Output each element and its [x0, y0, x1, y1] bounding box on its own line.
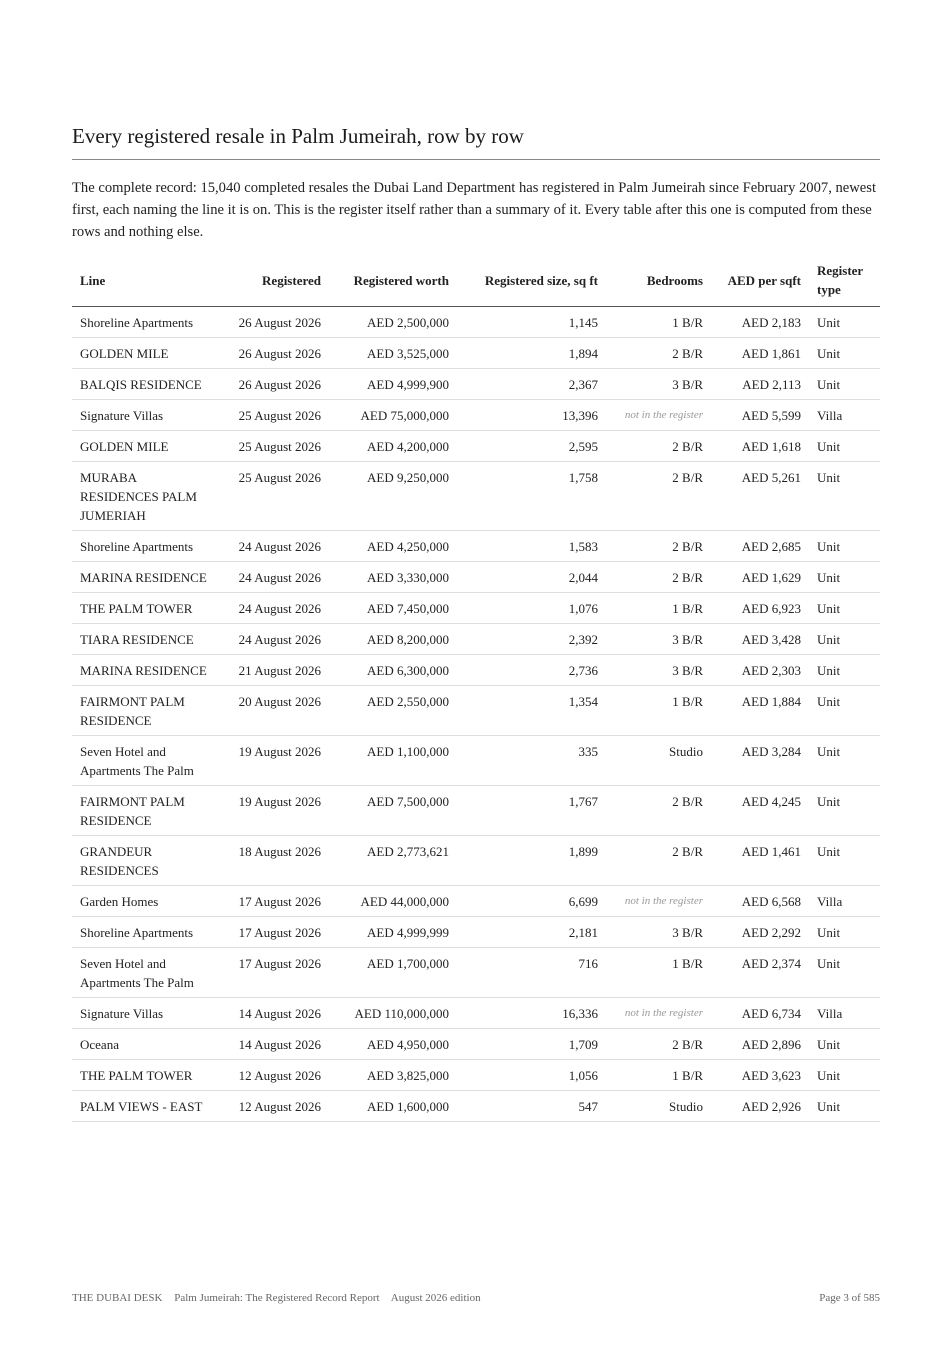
table-row [72, 399, 880, 430]
cell-line: Shoreline Apartments [72, 530, 216, 561]
table-row [72, 1028, 880, 1059]
table-row [72, 1059, 880, 1090]
cell-registered-size: 1,894 [457, 337, 606, 368]
cell-bedrooms: not in the register [606, 399, 711, 430]
cell-registered: 20 August 2026 [216, 685, 329, 735]
cell-register-type: Unit [809, 654, 880, 685]
column-header-bedrooms: Bedrooms [606, 261, 711, 306]
cell-bedrooms: 1 B/R [606, 1059, 711, 1090]
cell-line: TIARA RESIDENCE [72, 623, 216, 654]
column-header-registered: Registered [216, 261, 329, 306]
cell-register-type: Villa [809, 399, 880, 430]
table-row [72, 592, 880, 623]
cell-line: FAIRMONT PALM RESIDENCE [72, 785, 216, 835]
cell-registered-size: 1,709 [457, 1028, 606, 1059]
cell-registered-worth: AED 2,500,000 [329, 306, 457, 337]
cell-registered-size: 1,056 [457, 1059, 606, 1090]
cell-register-type: Unit [809, 947, 880, 997]
cell-aed-per-sqft: AED 5,599 [711, 399, 809, 430]
cell-registered-size: 2,595 [457, 430, 606, 461]
cell-registered: 17 August 2026 [216, 947, 329, 997]
footer-page-number: Page 3 of 585 [819, 1292, 880, 1304]
cell-aed-per-sqft: AED 2,926 [711, 1090, 809, 1121]
cell-line: Garden Homes [72, 885, 216, 916]
cell-registered-size: 716 [457, 947, 606, 997]
table-header [72, 261, 880, 306]
cell-registered-worth: AED 2,773,621 [329, 835, 457, 885]
footer-publisher: THE DUBAI DESK [72, 1292, 163, 1304]
cell-aed-per-sqft: AED 1,629 [711, 561, 809, 592]
cell-register-type: Unit [809, 735, 880, 785]
cell-registered: 17 August 2026 [216, 916, 329, 947]
cell-registered-worth: AED 4,250,000 [329, 530, 457, 561]
table-row [72, 685, 880, 735]
cell-registered-worth: AED 3,330,000 [329, 561, 457, 592]
cell-register-type: Unit [809, 530, 880, 561]
cell-registered-worth: AED 4,999,999 [329, 916, 457, 947]
cell-registered: 25 August 2026 [216, 430, 329, 461]
cell-registered: 18 August 2026 [216, 835, 329, 885]
table-row [72, 997, 880, 1028]
cell-aed-per-sqft: AED 2,183 [711, 306, 809, 337]
cell-register-type: Unit [809, 337, 880, 368]
cell-registered-size: 2,367 [457, 368, 606, 399]
cell-register-type: Unit [809, 785, 880, 835]
cell-line: GRANDEUR RESIDENCES [72, 835, 216, 885]
cell-aed-per-sqft: AED 1,618 [711, 430, 809, 461]
cell-register-type: Unit [809, 368, 880, 399]
cell-line: Signature Villas [72, 997, 216, 1028]
footer-left [72, 1292, 490, 1304]
cell-aed-per-sqft: AED 2,374 [711, 947, 809, 997]
cell-registered: 26 August 2026 [216, 368, 329, 399]
table-row [72, 530, 880, 561]
cell-registered: 14 August 2026 [216, 1028, 329, 1059]
table-row [72, 654, 880, 685]
cell-aed-per-sqft: AED 6,923 [711, 592, 809, 623]
footer-edition: August 2026 edition [390, 1292, 481, 1304]
cell-registered-size: 1,583 [457, 530, 606, 561]
intro-paragraph: The complete record: 15,040 completed resales the Dubai Land Department has registered in Palm Jumeirah since February 2007, newest first, each naming the line it is on. This is the register itself rather than a summary of it. Every table after this one is computed from these rows and nothing else. [72, 180, 877, 240]
cell-bedrooms: 3 B/R [606, 654, 711, 685]
cell-registered-worth: AED 4,999,900 [329, 368, 457, 399]
cell-registered-worth: AED 75,000,000 [329, 399, 457, 430]
table-row [72, 430, 880, 461]
column-header-registered-worth: Registered worth [329, 261, 457, 306]
cell-registered-worth: AED 9,250,000 [329, 461, 457, 530]
cell-registered-size: 6,699 [457, 885, 606, 916]
cell-registered: 24 August 2026 [216, 561, 329, 592]
cell-register-type: Unit [809, 592, 880, 623]
cell-aed-per-sqft: AED 3,284 [711, 735, 809, 785]
cell-bedrooms: not in the register [606, 885, 711, 916]
cell-line: Seven Hotel and Apartments The Palm [72, 735, 216, 785]
column-header-aed-per-sqft: AED per sqft [711, 261, 809, 306]
cell-registered-worth: AED 44,000,000 [329, 885, 457, 916]
cell-bedrooms: 1 B/R [606, 306, 711, 337]
cell-aed-per-sqft: AED 4,245 [711, 785, 809, 835]
cell-registered-size: 13,396 [457, 399, 606, 430]
cell-registered-size: 1,145 [457, 306, 606, 337]
cell-registered-worth: AED 6,300,000 [329, 654, 457, 685]
cell-line: PALM VIEWS - EAST [72, 1090, 216, 1121]
cell-registered: 24 August 2026 [216, 530, 329, 561]
table-row [72, 785, 880, 835]
cell-bedrooms: Studio [606, 1090, 711, 1121]
cell-register-type: Villa [809, 885, 880, 916]
table-body [72, 306, 880, 1121]
cell-register-type: Unit [809, 1028, 880, 1059]
cell-registered-size: 16,336 [457, 997, 606, 1028]
cell-register-type: Unit [809, 1090, 880, 1121]
cell-registered: 24 August 2026 [216, 592, 329, 623]
column-header-register-type: Register type [809, 261, 880, 306]
cell-register-type: Unit [809, 430, 880, 461]
cell-line: Shoreline Apartments [72, 306, 216, 337]
cell-line: Oceana [72, 1028, 216, 1059]
cell-registered-worth: AED 110,000,000 [329, 997, 457, 1028]
cell-bedrooms: not in the register [606, 997, 711, 1028]
cell-line: Seven Hotel and Apartments The Palm [72, 947, 216, 997]
cell-register-type: Unit [809, 1059, 880, 1090]
cell-bedrooms: 1 B/R [606, 947, 711, 997]
cell-bedrooms: 2 B/R [606, 561, 711, 592]
cell-registered: 26 August 2026 [216, 306, 329, 337]
cell-registered-size: 2,181 [457, 916, 606, 947]
cell-aed-per-sqft: AED 3,623 [711, 1059, 809, 1090]
cell-registered: 25 August 2026 [216, 461, 329, 530]
cell-line: MURABA RESIDENCES PALM JUMERIAH [72, 461, 216, 530]
cell-bedrooms: 2 B/R [606, 785, 711, 835]
cell-registered-size: 2,044 [457, 561, 606, 592]
column-header-registered-size: Registered size, sq ft [457, 261, 606, 306]
cell-bedrooms: 2 B/R [606, 530, 711, 561]
page-title: Every registered resale in Palm Jumeirah, row by row [72, 124, 880, 160]
cell-registered-size: 1,354 [457, 685, 606, 735]
cell-registered-worth: AED 1,100,000 [329, 735, 457, 785]
cell-bedrooms: 1 B/R [606, 592, 711, 623]
cell-line: Shoreline Apartments [72, 916, 216, 947]
cell-registered: 26 August 2026 [216, 337, 329, 368]
cell-aed-per-sqft: AED 2,113 [711, 368, 809, 399]
cell-registered-size: 1,076 [457, 592, 606, 623]
cell-line: THE PALM TOWER [72, 592, 216, 623]
cell-registered-worth: AED 3,525,000 [329, 337, 457, 368]
cell-register-type: Unit [809, 916, 880, 947]
cell-line: GOLDEN MILE [72, 337, 216, 368]
cell-bedrooms: Studio [606, 735, 711, 785]
table-row [72, 735, 880, 785]
cell-registered-worth: AED 1,700,000 [329, 947, 457, 997]
cell-registered-size: 335 [457, 735, 606, 785]
cell-register-type: Unit [809, 835, 880, 885]
cell-aed-per-sqft: AED 1,861 [711, 337, 809, 368]
cell-line: Signature Villas [72, 399, 216, 430]
cell-registered-size: 1,758 [457, 461, 606, 530]
cell-aed-per-sqft: AED 2,685 [711, 530, 809, 561]
column-header-line: Line [72, 261, 216, 306]
cell-register-type: Unit [809, 685, 880, 735]
cell-bedrooms: 2 B/R [606, 461, 711, 530]
cell-bedrooms: 2 B/R [606, 430, 711, 461]
cell-aed-per-sqft: AED 3,428 [711, 623, 809, 654]
report-page [72, 124, 880, 1122]
table-row [72, 337, 880, 368]
cell-line: BALQIS RESIDENCE [72, 368, 216, 399]
table-row [72, 1090, 880, 1121]
cell-registered-worth: AED 3,825,000 [329, 1059, 457, 1090]
cell-registered: 12 August 2026 [216, 1090, 329, 1121]
cell-registered-worth: AED 8,200,000 [329, 623, 457, 654]
cell-registered: 17 August 2026 [216, 885, 329, 916]
cell-aed-per-sqft: AED 2,896 [711, 1028, 809, 1059]
cell-aed-per-sqft: AED 5,261 [711, 461, 809, 530]
cell-registered-worth: AED 7,500,000 [329, 785, 457, 835]
table-header-row [72, 261, 880, 306]
table-row [72, 368, 880, 399]
cell-registered: 14 August 2026 [216, 997, 329, 1028]
cell-aed-per-sqft: AED 1,884 [711, 685, 809, 735]
cell-aed-per-sqft: AED 1,461 [711, 835, 809, 885]
cell-registered-worth: AED 4,950,000 [329, 1028, 457, 1059]
table-row [72, 623, 880, 654]
cell-registered: 24 August 2026 [216, 623, 329, 654]
cell-bedrooms: 2 B/R [606, 1028, 711, 1059]
cell-register-type: Unit [809, 561, 880, 592]
cell-registered: 25 August 2026 [216, 399, 329, 430]
cell-bedrooms: 2 B/R [606, 835, 711, 885]
cell-registered-worth: AED 7,450,000 [329, 592, 457, 623]
cell-register-type: Unit [809, 306, 880, 337]
cell-bedrooms: 1 B/R [606, 685, 711, 735]
cell-registered: 19 August 2026 [216, 785, 329, 835]
cell-registered: 21 August 2026 [216, 654, 329, 685]
cell-registered-worth: AED 4,200,000 [329, 430, 457, 461]
page-footer [72, 1292, 880, 1304]
cell-aed-per-sqft: AED 2,303 [711, 654, 809, 685]
cell-line: MARINA RESIDENCE [72, 654, 216, 685]
cell-register-type: Villa [809, 997, 880, 1028]
cell-bedrooms: 3 B/R [606, 623, 711, 654]
cell-bedrooms: 2 B/R [606, 337, 711, 368]
cell-aed-per-sqft: AED 2,292 [711, 916, 809, 947]
table-row [72, 885, 880, 916]
cell-registered-size: 2,392 [457, 623, 606, 654]
cell-register-type: Unit [809, 461, 880, 530]
cell-registered-size: 1,899 [457, 835, 606, 885]
resales-table [72, 261, 880, 1122]
cell-registered: 19 August 2026 [216, 735, 329, 785]
table-row [72, 947, 880, 997]
cell-registered: 12 August 2026 [216, 1059, 329, 1090]
cell-registered-size: 1,767 [457, 785, 606, 835]
cell-line: GOLDEN MILE [72, 430, 216, 461]
cell-line: THE PALM TOWER [72, 1059, 216, 1090]
table-row [72, 561, 880, 592]
cell-aed-per-sqft: AED 6,568 [711, 885, 809, 916]
table-row [72, 461, 880, 530]
cell-registered-size: 2,736 [457, 654, 606, 685]
cell-register-type: Unit [809, 623, 880, 654]
cell-line: MARINA RESIDENCE [72, 561, 216, 592]
cell-aed-per-sqft: AED 6,734 [711, 997, 809, 1028]
table-row [72, 916, 880, 947]
cell-registered-worth: AED 1,600,000 [329, 1090, 457, 1121]
cell-bedrooms: 3 B/R [606, 368, 711, 399]
footer-report-title: Palm Jumeirah: The Registered Record Report [174, 1292, 380, 1304]
cell-registered-worth: AED 2,550,000 [329, 685, 457, 735]
table-row [72, 306, 880, 337]
cell-bedrooms: 3 B/R [606, 916, 711, 947]
cell-registered-size: 547 [457, 1090, 606, 1121]
table-row [72, 835, 880, 885]
cell-line: FAIRMONT PALM RESIDENCE [72, 685, 216, 735]
